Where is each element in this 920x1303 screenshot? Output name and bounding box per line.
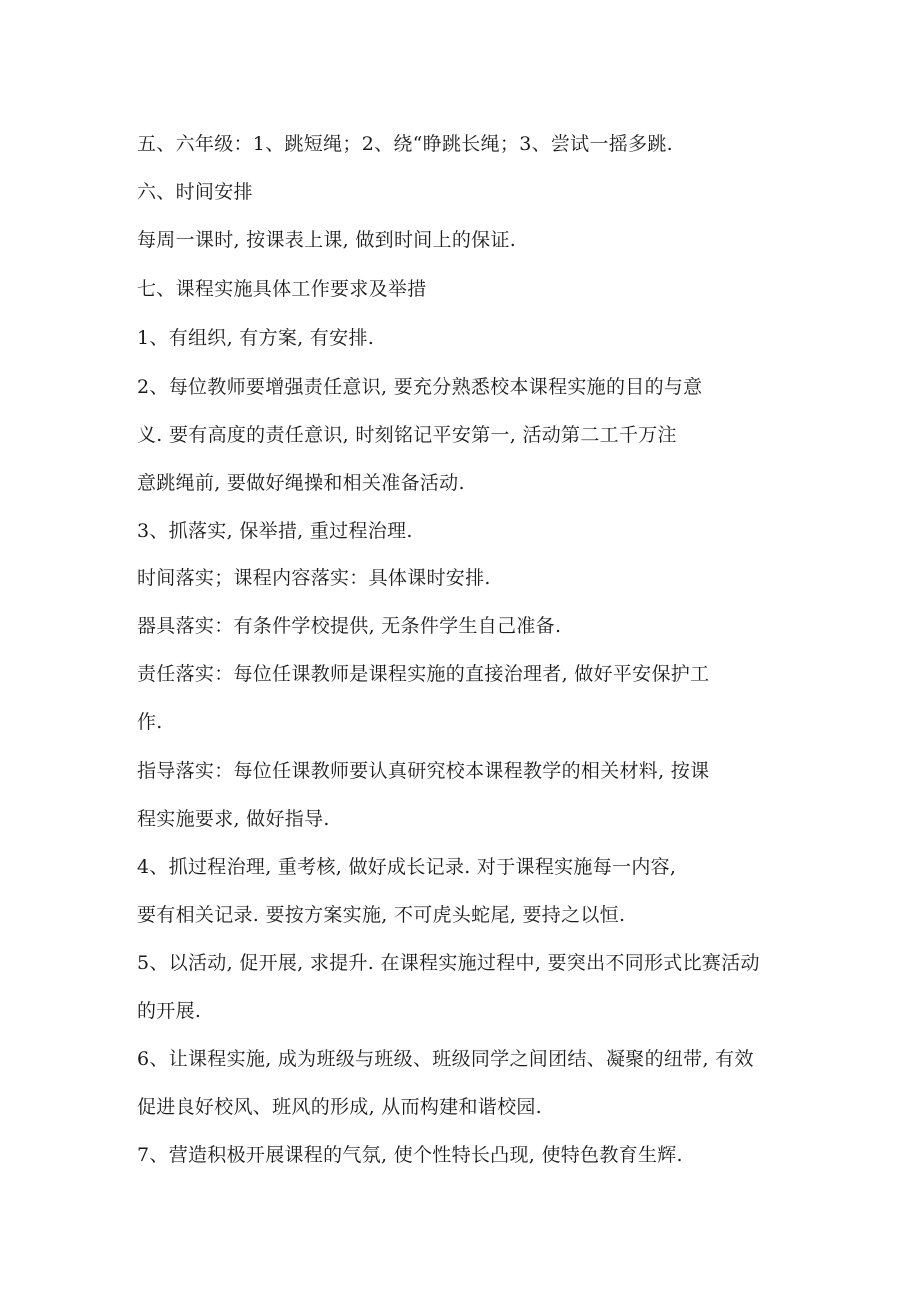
text-line: 每周一课时, 按课表上课, 做到时间上的保证. <box>137 229 517 251</box>
text-line: 器具落实：有条件学校提供, 无条件学生自己准备. <box>137 615 562 637</box>
text-line: 6、让课程实施, 成为班级与班级、班级同学之间团结、凝聚的纽带, 有效 <box>137 1048 754 1070</box>
section-heading: 七、课程实施具体工作要求及举措 <box>137 278 427 300</box>
text-line: 7、营造积极开展课程的气氛, 使个性特长凸现, 使特色教育生辉. <box>137 1144 683 1166</box>
text-line: 3、抓落实, 保举措, 重过程治理. <box>137 520 413 542</box>
text-line: 5、以活动, 促开展, 求提升. 在课程实施过程中, 要突出不同形式比赛活动 <box>137 952 760 974</box>
text-line: 要有相关记录. 要按方案实施, 不可虎头蛇尾, 要持之以恒. <box>137 904 626 926</box>
text-line: 作. <box>137 711 163 733</box>
text-line: 2、每位教师要增强责任意识, 要充分熟悉校本课程实施的目的与意 <box>137 376 703 398</box>
text-line: 促进良好校风、班风的形成, 从而构建和谐校园. <box>137 1096 543 1118</box>
text-line: 4、抓过程治理, 重考核, 做好成长记录. 对于课程实施每一内容, <box>137 856 677 878</box>
text-line: 的开展. <box>137 1000 202 1022</box>
text-line: 指导落实：每位任课教师要认真研究校本课程教学的相关材料, 按课 <box>137 760 710 782</box>
text-line: 1、有组织, 有方案, 有安排. <box>137 327 375 349</box>
text-line: 义. 要有高度的责任意识, 时刻铭记平安第一, 活动第二工千万注 <box>137 424 677 446</box>
text-line: 时间落实；课程内容落实：具体课时安排. <box>137 567 491 589</box>
text-line: 程实施要求, 做好指导. <box>137 808 330 830</box>
text-line: 意跳绳前, 要做好绳操和相关准备活动. <box>137 472 465 494</box>
text-line: 五、六年级：1、跳短绳；2、绕“睁跳长绳；3、尝试一摇多跳. <box>137 133 674 155</box>
text-line: 责任落实：每位任课教师是课程实施的直接治理者, 做好平安保护工 <box>137 663 710 685</box>
section-heading: 六、时间安排 <box>137 181 253 203</box>
